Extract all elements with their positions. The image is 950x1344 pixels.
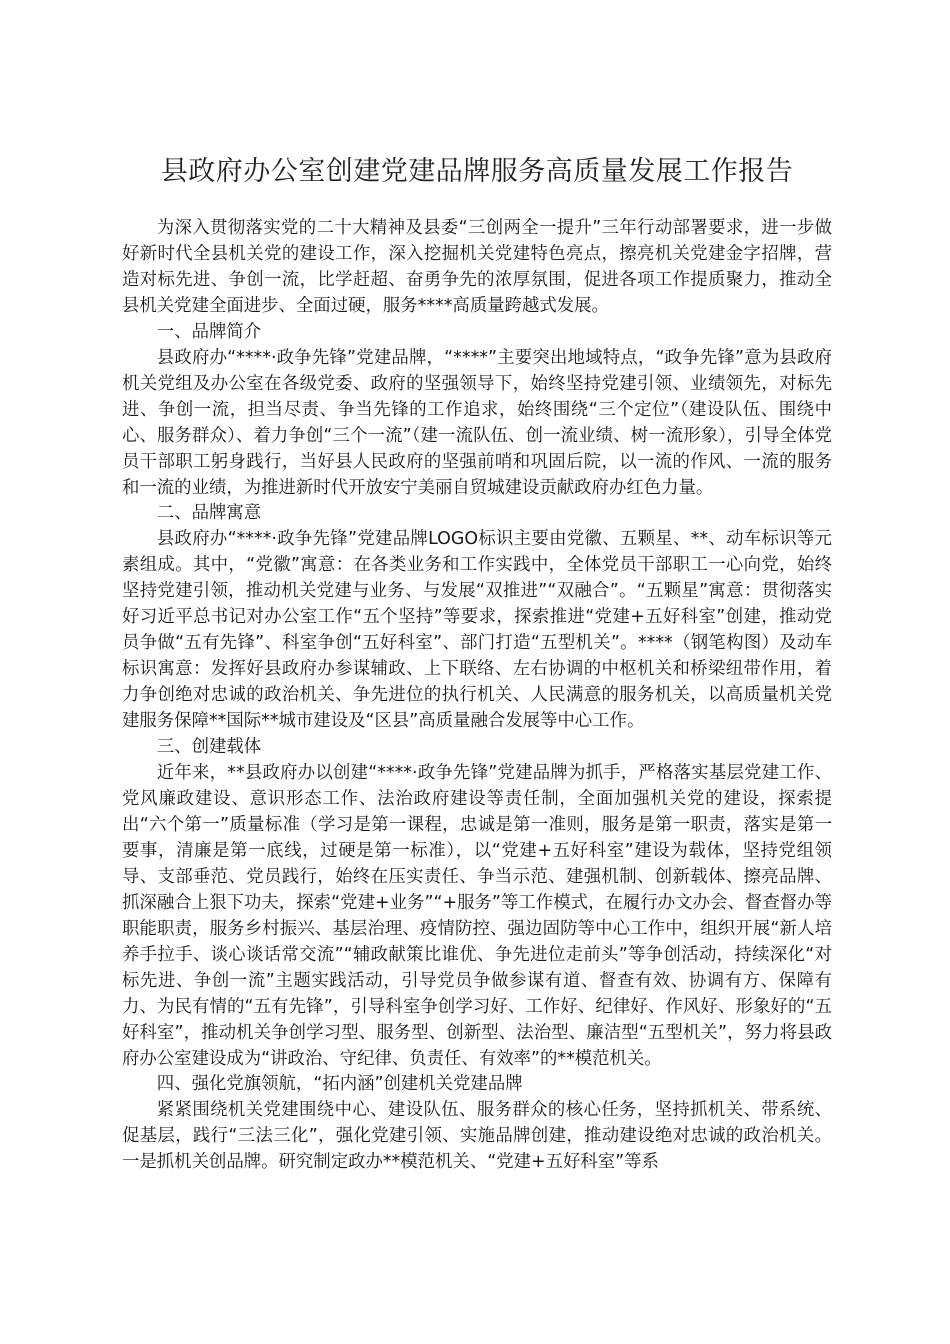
section-heading-carrier: 三、创建载体 (156, 737, 262, 758)
section-paragraph-brand-meaning: 县政府办“****·政争先锋”党建品牌LOGO标识主要由党徽、五颗星、**、动车标识等元素组成。其中，“党徽”寓意：在各类业务和工作实践中，全体党员干部职工一心向党，始终坚持党建引领，推动机关党建与业务、与发展“双推进”“双融合”。“五颗星”寓意：贯彻落实好习近平总书记对办公室工作“五个坚持”等要求，探索推进“党建+五好科室”创建，推动党员争做“五有先锋”、科室争创“五好科室”、部门打造“五型机关”。****（钢笔构图）及动车标识寓意：发挥好县政府办参谋辅政、上下联络、左右协调的中枢机关和桥梁纽带作用，着力争创绝对忠诚的政治机关、争先进位的执行机关、人民满意的服务机关，以高质量机关党建服务保障**国际**城市建设及“区县”高质量融合发展等中心工作。 (122, 529, 832, 732)
section-heading-brand-meaning: 二、品牌寓意 (156, 503, 262, 524)
intro-paragraph: 为深入贯彻落实党的二十大精神及县委“三创两全一提升”三年行动部署要求，进一步做好新时代全县机关党的建设工作，深入挖掘机关党建特色亮点，擦亮机关党建金字招牌，营造对标先进、争创一流，比学赶超、奋勇争先的浓厚氛围，促进各项工作提质聚力，推动全县机关党建全面进步、全面过硬，服务****高质量跨越式发展。 (122, 218, 832, 316)
document-title: 县政府办公室创建党建品牌服务高质量发展工作报告 (160, 156, 794, 187)
section-paragraph-party-flag: 紧紧围绕机关党建围绕中心、建设队伍、服务群众的核心任务，坚持抓机关、带系统、促基层，践行“三法三化”，强化党建引领、实施品牌创建，推动建设绝对忠诚的政治机关。一是抓机关创品牌。研究制定政办**模范机关、“党建+五好科室”等系 (122, 1100, 832, 1173)
section-paragraph-carrier: 近年来，**县政府办以创建“****·政争先锋”党建品牌为抓手，严格落实基层党建工作、党风廉政建设、意识形态工作、法治政府建设等责任制，全面加强机关党的建设，探索提出“六个第一”质量标准（学习是第一课程，忠诚是第一准则，服务是第一职责，落实是第一要事，清廉是第一底线，过硬是第一标准），以“党建+五好科室”建设为载体，坚持党组领导、支部垂范、党员践行，始终在压实责任、争当示范、建强机制、创新载体、擦亮品牌、抓深融合上狠下功夫，探索“党建+业务”“+服务”等工作模式，在履行办文办会、督查督办等职能职责，服务乡村振兴、基层治理、疫情防控、强边固防等中心工作中，组织开展“新人培养手拉手、谈心谈话常交流”“辅政献策比谁优、争先进位走前头”等争创活动，持续深化“对标先进、争创一流”主题实践活动，引导党员争做参谋有道、督查有效、协调有方、保障有力、为民有情的“五有先锋”，引导科室争创学习好、工作好、纪律好、作风好、形象好的“五好科室”，推动机关争创学习型、服务型、创新型、法治型、廉洁型“五型机关”，努力将县政府办公室建设成为“讲政治、守纪律、负责任、有效率”的**模范机关。 (122, 763, 832, 1069)
section-heading-party-flag: 四、强化党旗领航，“拓内涵”创建机关党建品牌 (156, 1074, 523, 1095)
document-page (122, 150, 832, 1176)
section-heading-brand-intro: 一、品牌简介 (156, 321, 262, 342)
section-paragraph-brand-intro: 县政府办“****·政争先锋”党建品牌，“****”主要突出地域特点，“政争先锋”意为县政府机关党组及办公室在各级党委、政府的坚强领导下，始终坚持党建引领、业绩领先，对标先进、争创一流，担当尽责、争当先锋的工作追求，始终围绕“三个定位”（建设队伍、围绕中心、服务群众）、着力争创“三个一流”（建一流队伍、创一流业绩、树一流形象），引导全体党员干部职工躬身践行，当好县人民政府的坚强前哨和巩固后院，以一流的作风、一流的服务和一流的业绩，为推进新时代开放安宁美丽自贸城建设贡献政府办红色力量。 (122, 347, 832, 498)
